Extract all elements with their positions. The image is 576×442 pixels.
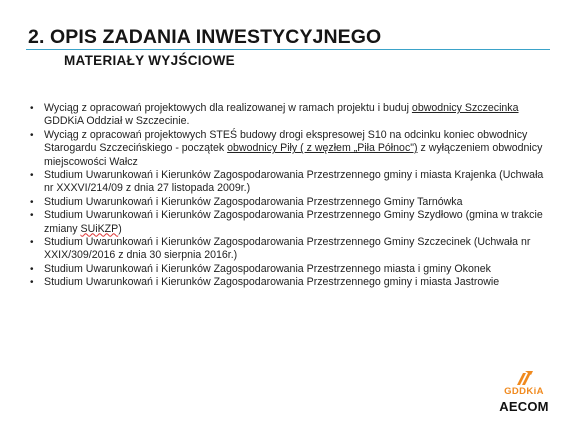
bullet-item <box>30 102 550 129</box>
bullet-dot-icon: • <box>30 170 34 182</box>
bullet-text: ) <box>118 222 122 235</box>
bullet-item <box>30 236 550 263</box>
bullet-text: GDDKiA Oddział w Szczecinie. <box>44 115 190 128</box>
bullet-text: Studium Uwarunkowań i Kierunków Zagospodarowania Przestrzennego Gminy Tarnówka <box>44 195 463 208</box>
bullet-item <box>30 209 550 236</box>
gddkia-aecom-logo <box>494 368 554 420</box>
bullet-text: Wyciąg z opracowań projektowych dla realizowanej w ramach projektu i buduj <box>44 102 412 114</box>
bullet-item <box>30 276 550 289</box>
bullet-dot-icon: • <box>30 129 34 141</box>
underlined-text: obwodnicy Piły ( z węzłem „Piła Północ") <box>227 142 418 155</box>
underlined-text: obwodnicy Szczecinka <box>411 102 519 114</box>
bullet-text: Studium Uwarunkowań i Kierunków Zagospodarowania Przestrzennego Gminy Szczecinek (Uchwała nr XXIX/309/2016 z dnia 30 sierpnia 2016r.) <box>44 236 531 262</box>
gddkia-wordmark: GDDKiA <box>504 386 544 397</box>
bullet-dot-icon: • <box>30 277 34 289</box>
bullet-item <box>30 169 550 196</box>
bullet-item <box>30 196 550 209</box>
bullet-text: z wyłączeniem obwodnicy miejscowości Wałcz <box>44 142 543 168</box>
spellcheck-text: SUiKZP <box>80 222 119 235</box>
slide-title: 2. OPIS ZADANIA INWESTYCYJNEGO <box>28 26 382 48</box>
bullet-text: Studium Uwarunkowań i Kierunków Zagospodarowania Przestrzennego gminy i miasta Jastrowie <box>44 276 500 289</box>
bullet-dot-icon: • <box>30 196 34 208</box>
title-divider <box>26 49 550 50</box>
slide-subtitle: MATERIAŁY WYJŚCIOWE <box>64 53 235 68</box>
bullet-dot-icon: • <box>30 103 34 114</box>
gddkia-arrow-icon <box>514 368 534 386</box>
bullet-dot-icon: • <box>30 263 34 275</box>
bullet-text: Studium Uwarunkowań i Kierunków Zagospodarowania Przestrzennego miasta i gminy Okonek <box>44 262 491 275</box>
bullet-item <box>30 129 550 169</box>
bullet-dot-icon: • <box>30 210 34 222</box>
bullet-text: Studium Uwarunkowań i Kierunków Zagospodarowania Przestrzennego Gminy Szydłowo (gmina w trakcie zmiany <box>44 209 543 235</box>
bullet-item <box>30 263 550 276</box>
bullet-list <box>30 102 550 290</box>
bullet-text: Studium Uwarunkowań i Kierunków Zagospodarowania Przestrzennego gminy i miasta Krajenka (Uchwała nr XXXVI/214/09 z dnia 27 listopada 2009r.) <box>44 169 544 195</box>
aecom-wordmark: AECOM <box>499 399 549 414</box>
bullet-dot-icon: • <box>30 237 34 249</box>
bullet-text: Wyciąg z opracowań projektowych STEŚ budowy drogi ekspresowej S10 na odcinku koniec obwodnicy Starogardu Szczecińskiego - początek <box>44 128 528 155</box>
